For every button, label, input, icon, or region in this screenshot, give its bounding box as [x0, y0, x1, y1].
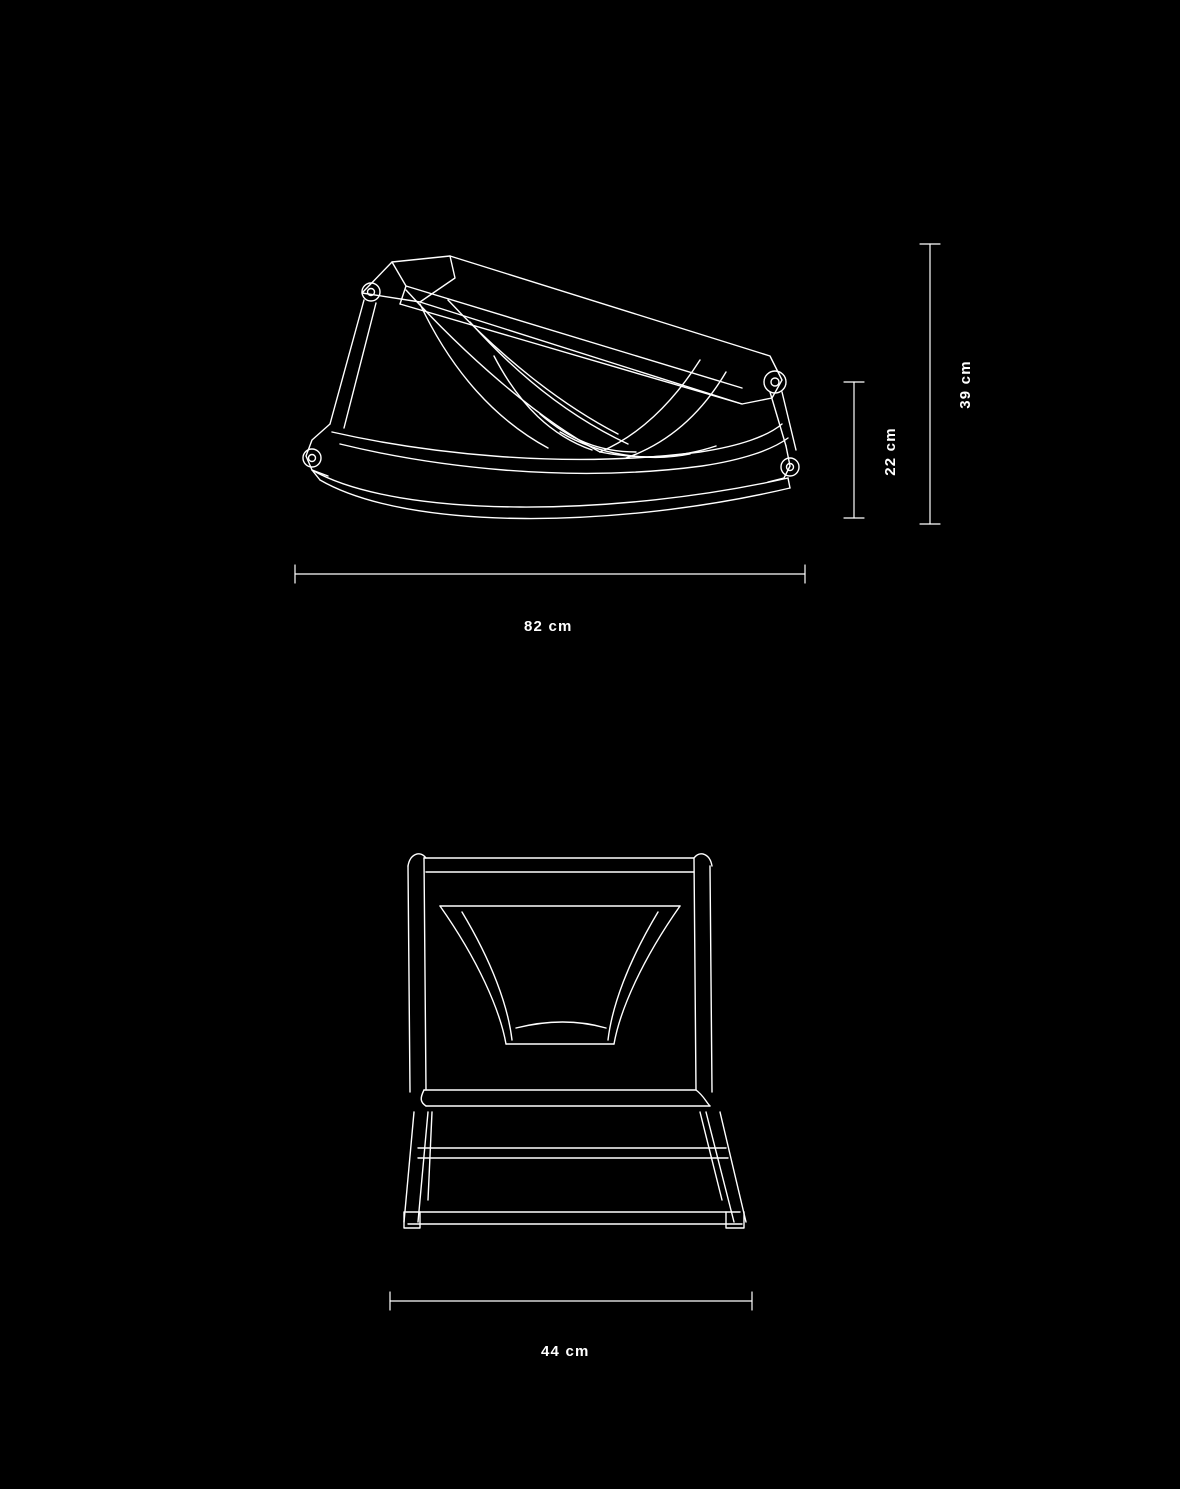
- dim-44cm: [390, 1292, 752, 1310]
- side-view-product: [303, 256, 799, 519]
- dimension-label-width: 44 cm: [541, 1343, 590, 1360]
- dimension-label-height-seat: 22 cm: [881, 427, 899, 476]
- dim-22cm: [844, 382, 864, 518]
- dimension-label-height-overall: 39 cm: [956, 360, 974, 409]
- dimension-label-length: 82 cm: [524, 618, 573, 635]
- dim-82cm: [295, 565, 805, 583]
- front-view-product: [404, 854, 746, 1228]
- dim-39cm: [920, 244, 940, 524]
